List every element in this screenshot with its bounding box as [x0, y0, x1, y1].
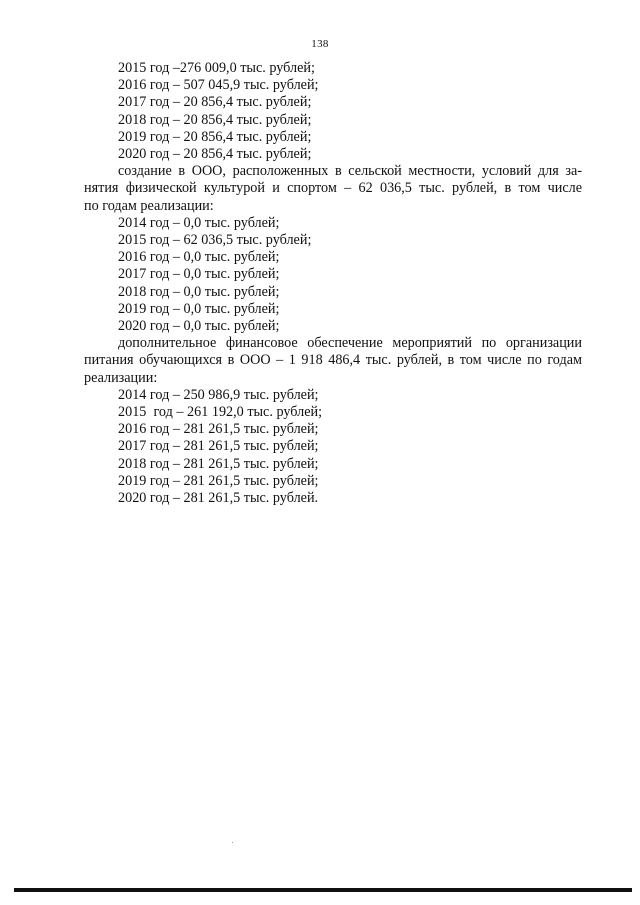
funding-list-1	[84, 60, 582, 163]
paragraph-line: реализации:	[84, 369, 158, 386]
list-item: 2017 год – 281 261,5 тыс. рублей;	[118, 438, 319, 455]
document-body	[84, 60, 582, 507]
list-item: 2015 год –276 009,0 тыс. рублей;	[118, 60, 315, 76]
list-item: 2020 год – 20 856,4 тыс. рублей;	[118, 146, 312, 163]
list-item: 2019 год – 20 856,4 тыс. рублей;	[118, 128, 312, 145]
page-number: 138	[311, 38, 329, 50]
list-item: 2016 год – 281 261,5 тыс. рублей;	[118, 421, 319, 438]
paragraph-line: нятия физической культурой и спортом – 62 036,5 тыс. рублей, в том числе	[84, 180, 582, 197]
list-item: 2018 год – 0,0 тыс. рублей;	[118, 283, 280, 300]
list-item: 2019 год – 0,0 тыс. рублей;	[118, 300, 280, 317]
list-item: 2014 год – 250 986,9 тыс. рублей;	[118, 386, 319, 403]
list-item: 2018 год – 281 261,5 тыс. рублей;	[118, 455, 319, 472]
paragraph-line: питания обучающихся в ООО – 1 918 486,4 тыс. рублей, в том числе по годам	[84, 352, 582, 369]
list-item: 2015 год – 62 036,5 тыс. рублей;	[118, 232, 312, 249]
list-item: 2014 год – 0,0 тыс. рублей;	[118, 214, 280, 231]
list-item: 2020 год – 0,0 тыс. рублей;	[118, 318, 280, 335]
list-item: 2017 год – 0,0 тыс. рублей;	[118, 266, 280, 283]
paragraph-nutrition	[84, 335, 582, 387]
list-item: 2019 год – 281 261,5 тыс. рублей;	[118, 472, 319, 489]
list-item: 2017 год – 20 856,4 тыс. рублей;	[118, 94, 312, 111]
paragraph-line: создание в ООО, расположенных в сельской местности, условий для за-	[118, 163, 582, 180]
paragraph-rural-sports	[84, 163, 582, 215]
bottom-rule	[14, 888, 632, 892]
list-item: 2016 год – 0,0 тыс. рублей;	[118, 249, 280, 266]
list-item: 2015 год – 261 192,0 тыс. рублей;	[118, 404, 323, 421]
paragraph-line: дополнительное финансовое обеспечение мероприятий по организации	[118, 335, 582, 352]
list-item: 2020 год – 281 261,5 тыс. рублей.	[118, 490, 319, 507]
scan-speck	[232, 842, 233, 843]
list-item: 2018 год – 20 856,4 тыс. рублей;	[118, 111, 312, 128]
paragraph-line: по годам реализации:	[84, 197, 214, 214]
funding-list-3	[84, 387, 582, 507]
funding-list-2	[84, 215, 582, 335]
list-item: 2016 год – 507 045,9 тыс. рублей;	[118, 77, 319, 94]
